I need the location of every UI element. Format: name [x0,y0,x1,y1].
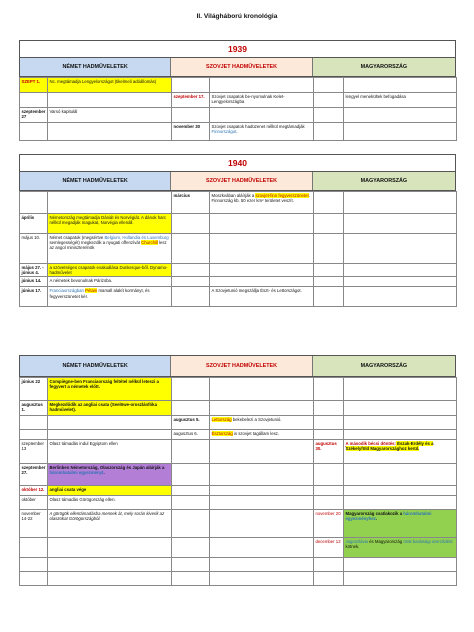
header-magyar: MAGYARORSZÁG [313,58,455,76]
table-row [20,558,457,572]
date-cell: december 12 [314,538,344,558]
event-cell: A második bécsi döntés: Észak-Erdély és a Székelyföld Magyarországhoz kerül. [344,440,457,464]
table-row [20,78,457,93]
events-table-1940-continued [19,377,457,586]
table-row [20,486,457,496]
table-row [20,430,457,440]
event-cell: Szovjet csapatok be-nyomulnak Kelet-Lengyelországba [210,93,314,108]
event-cell: Lettország bekebelezi a Szovjetunió. [210,416,314,430]
year-label: 1940 [228,158,247,168]
table-row [20,287,457,307]
table-row [20,378,457,401]
events-table-1940 [19,191,457,307]
event-cell: Olasz támadás indul Egyiptom ellen [48,440,172,464]
table-row [20,192,457,214]
date-cell: szeptember 27. [20,464,48,486]
table-row [20,93,457,108]
table-row [20,416,457,430]
event-cell: lengyel menekültek befogadása [344,93,457,108]
year-1939-title [19,40,456,57]
event-cell: Olasz támadás Görögország ellen. [48,496,172,510]
date-cell: november 20 [314,510,344,538]
date-cell: május 27. - június 4. [20,264,48,277]
header-nemet: NÉMET HADMŰVELETEK [20,356,171,376]
table-row [20,214,457,234]
column-header-row [19,171,456,191]
event-cell: Compiègne-ben Franciaország feltétel nélkül leteszi a fegyvert a németek előtt. [48,378,172,401]
table-row [20,277,457,287]
event-cell: Németország megtámadja Dániát és Norvégiát. A dánok harc nélkül megadják magukat, Norvégia ellenáll. [48,214,172,234]
header-szovjet: SZOVJET HADMŰVELETEK [171,356,312,376]
header-magyar: MAGYARORSZÁG [313,172,455,190]
event-cell: Jugoszlávia és Magyarország örök barátsági szerződést kötnek. [344,538,457,558]
event-cell: Szovjet csapatok hadüzenet nélkül megtámadják Finnországot. [210,123,314,141]
table-row [20,401,457,416]
header-szovjet: SZOVJET HADMŰVELETEK [171,172,312,190]
date-cell: június 22 [20,378,48,401]
table-row [20,123,457,141]
column-header-row [19,355,456,377]
date-cell: november 30 [172,123,210,141]
header-nemet: NÉMET HADMŰVELETEK [20,58,171,76]
event-cell: A németek bevonulnak Párizsba. [48,277,172,287]
event-cell: Német csapatok (megsértve Belgium, Hollandia és Luxemburg semlegességét) megkezdik a nyugati offenzívát Churchill lesz az angol miniszterelnök [48,234,172,264]
year-1940-title [19,154,456,171]
event-cell: Moszkvában aláírják a szovjet-finn fegyverszünetet. Finnország kb. 50 ezer km² területet veszít. [210,192,314,214]
date-cell: május 10. [20,234,48,264]
section-1940 [19,154,456,307]
section-1939 [19,40,456,141]
date-cell: március [172,192,210,214]
event-cell: Magyarország csatlakozik a háromhatalmi egyezményhez. [344,510,457,538]
table-row [20,108,457,123]
date-cell: augusztus 1. [20,401,48,416]
event-cell: Franciaországban Pétain marsall alakít kormányt, és fegyverszünetet kér. [48,287,172,307]
table-row [20,572,457,586]
table-row [20,510,457,538]
events-table-1939 [19,77,457,141]
date-cell: október [20,496,48,510]
date-cell: június 14. [20,277,48,287]
date-cell: szeptember 17. [172,93,210,108]
table-row [20,464,457,486]
document-title: II. Világháború kronológia [196,13,278,20]
header-nemet: NÉMET HADMŰVELETEK [20,172,171,190]
event-cell: Észtország is szovjet tagállam lesz. [210,430,314,440]
header-magyar: MAGYARORSZÁG [313,356,455,376]
date-cell: szeptember 27 [20,108,48,123]
event-cell: Berlinben Németország, Olaszország és Japán aláírják a háromhatalmi egyezményt. [48,464,172,486]
section-1940-continued [19,355,456,586]
table-row [20,538,457,558]
header-szovjet: SZOVJET HADMŰVELETEK [171,58,312,76]
event-cell: a szövetséges csapatok evakuálása Dunkerque-ből. Dynamo-hadművelet [48,264,172,277]
event-cell: Varsó kapitulál [48,108,172,123]
table-row [20,496,457,510]
event-cell: Megkezdődik az angliai csata (Seelöwe-oroszlánfóka hadművelet). [48,401,172,416]
event-cell: Nc. megtámadja Lengyelországot (tikelmeli adóállomás) [48,78,172,93]
table-row [20,264,457,277]
event-cell: A Szovjetunió megszállja Észt- és Lettországot. [210,287,314,307]
column-header-row [19,57,456,77]
event-cell: angliai csata vége [48,486,172,496]
year-label: 1939 [228,44,247,54]
date-cell: november 14-22 [20,510,48,538]
date-cell: június 17. [20,287,48,307]
table-row [20,234,457,264]
table-row [20,440,457,464]
date-cell: SZEPT 1. [20,78,48,93]
date-cell: augusztus 30. [314,440,344,464]
event-cell: A görögök ellentámadásba mennek át, mely során kiverik az olaszokat Görögországból. [48,510,172,538]
date-cell: augusztus 6. [172,430,210,440]
date-cell: augusztus 5. [172,416,210,430]
date-cell: október 12. [20,486,48,496]
date-cell: április [20,214,48,234]
date-cell: szeptember 13 [20,440,48,464]
